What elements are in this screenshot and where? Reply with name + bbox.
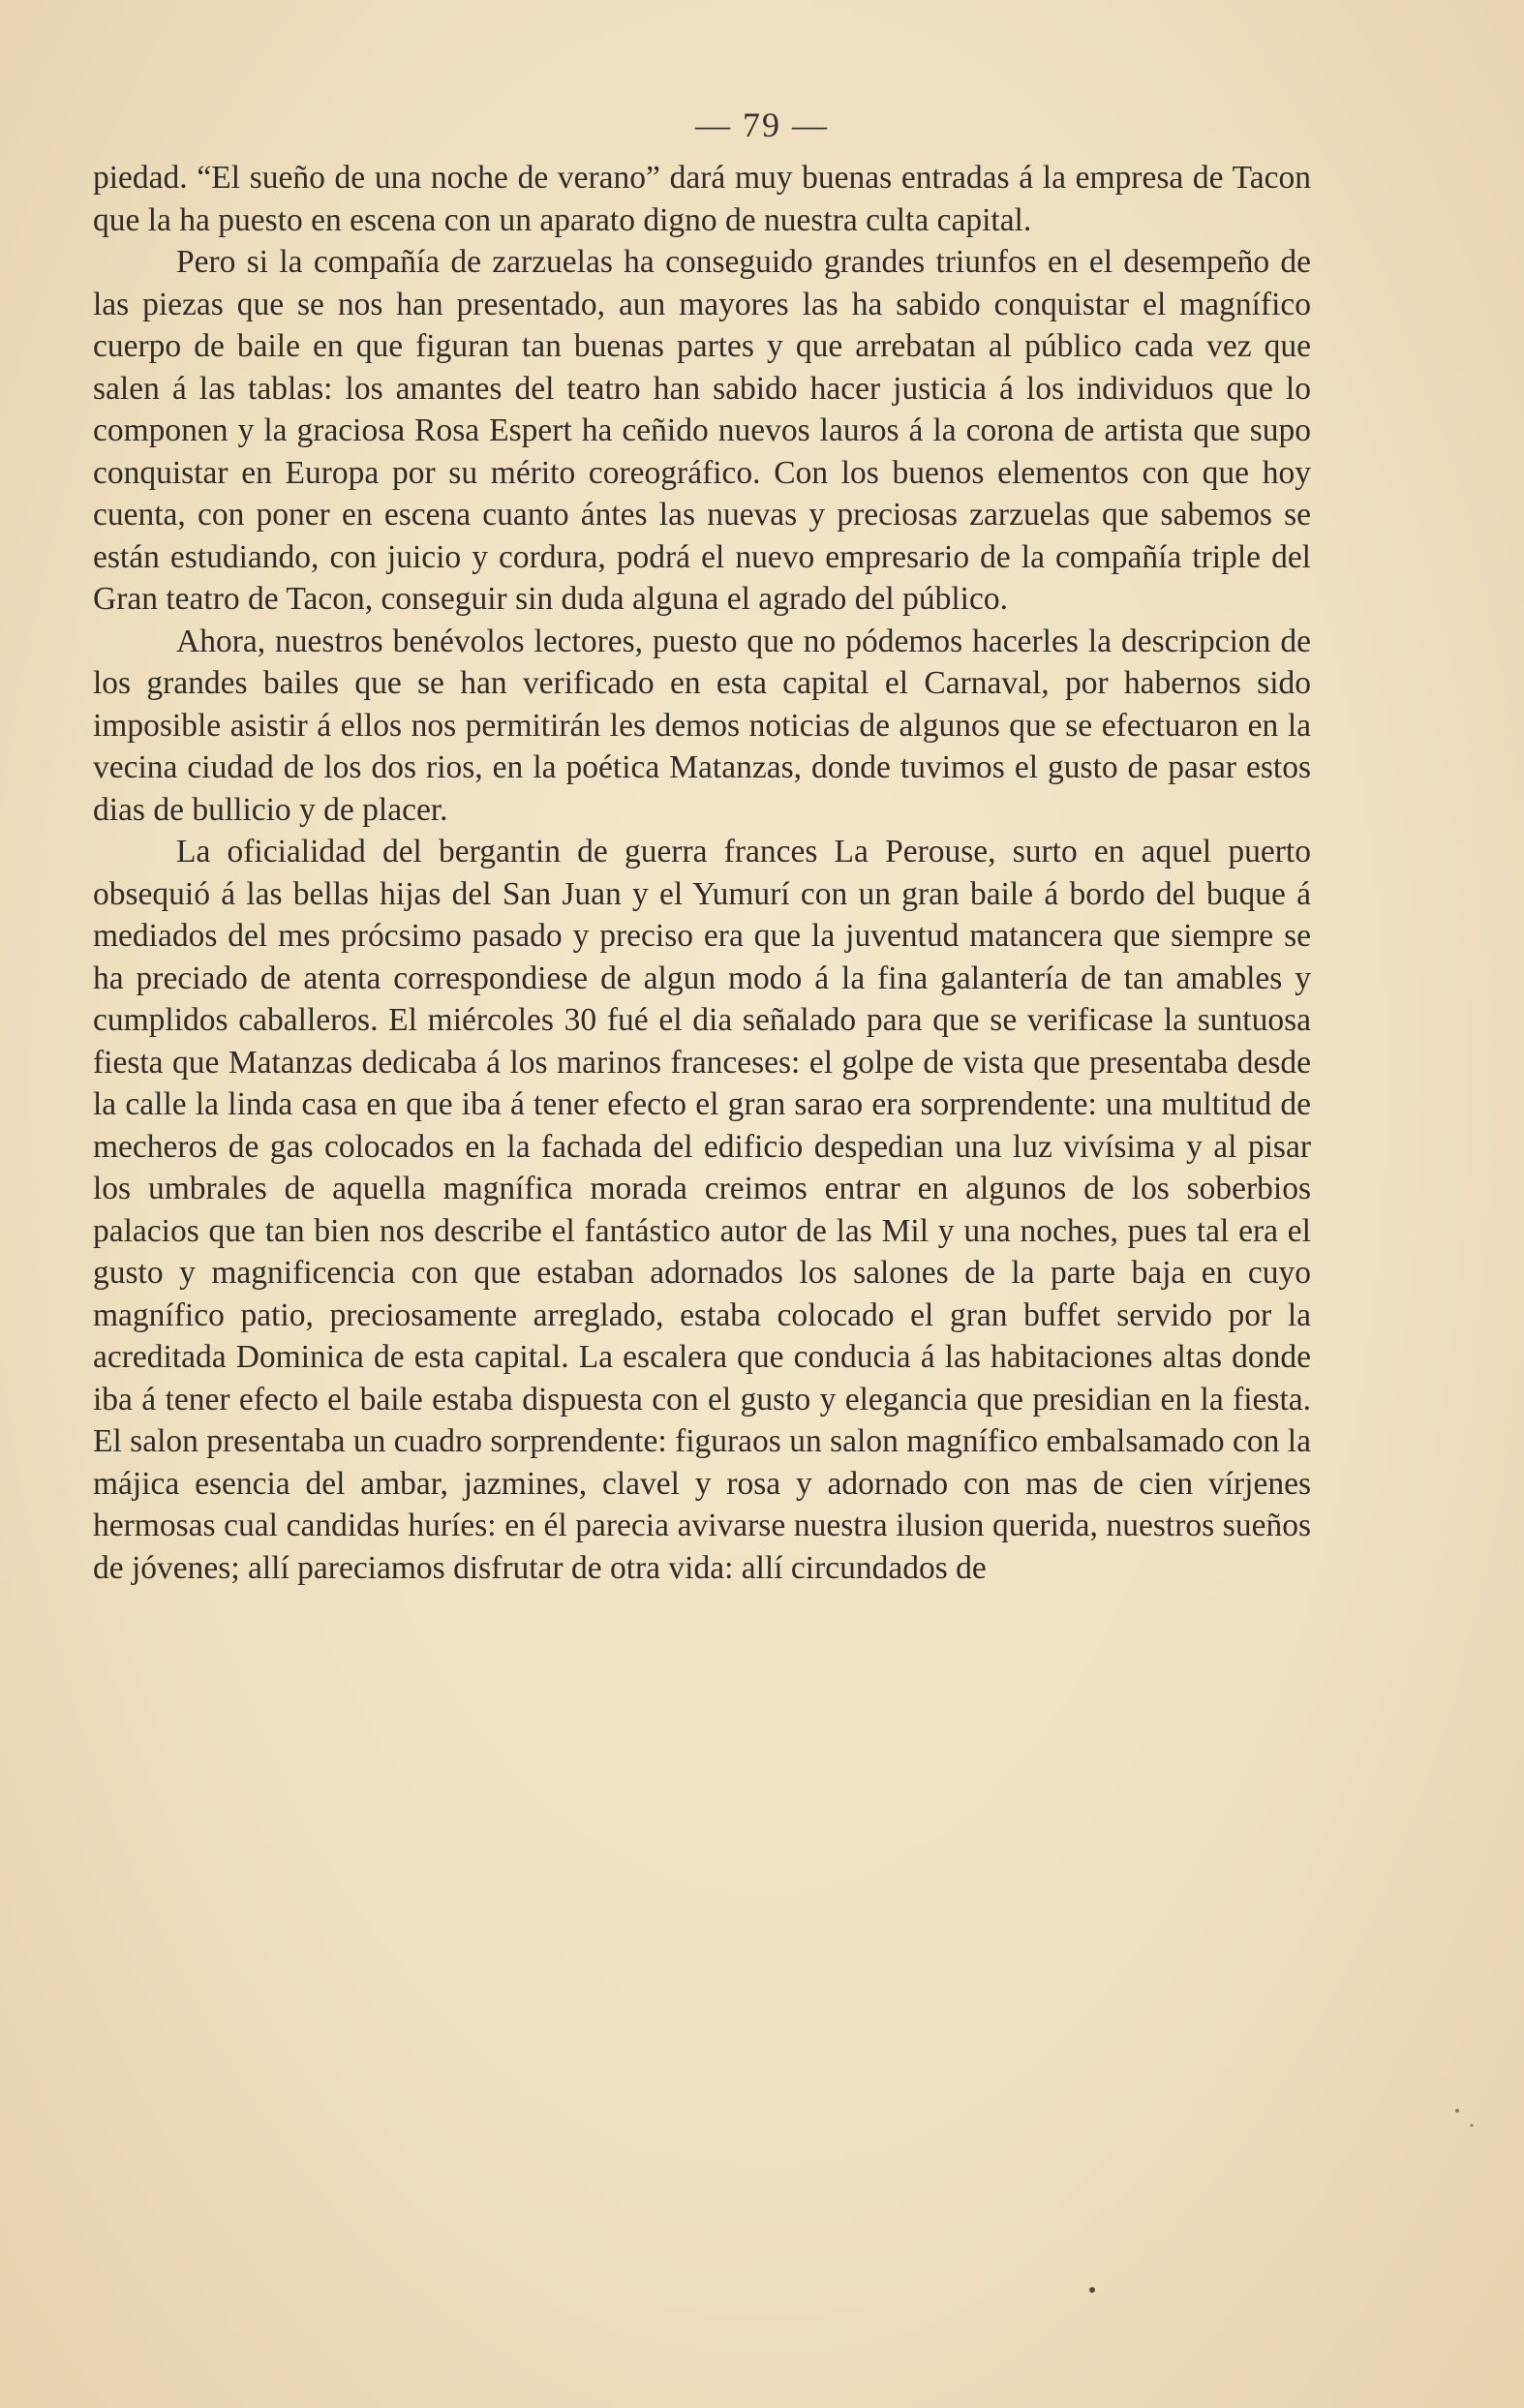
- ink-speck: [1455, 2109, 1459, 2113]
- paragraph-3: Ahora, nuestros benévolos lectores, puesto que no pódemos hacerles la descripcion de los grandes bailes que se han verificado en esta capital el Carnaval, por habernos sido imposible asistir á ellos nos permitirán les demos noticias de algunos que se efectuaron en la vecina ciudad de los dos rios, en la poética Matanzas, donde tuvimos el gusto de pasar estos dias de bullicio y de placer.: [93, 623, 1311, 828]
- ink-speck: [1089, 2287, 1095, 2293]
- paragraph-2: Pero si la compañía de zarzuelas ha conseguido grandes triunfos en el desempeño de las piezas que se nos han presentado, aun mayores las ha sabido conquistar el magnífico cuerpo de baile en que figuran tan buenas partes y que arrebatan al público cada vez que salen á las tablas: los amantes del teatro han sabido hacer justicia á los individuos que lo componen y la graciosa Rosa Espert ha ceñido nuevos lauros á la corona de artista que supo conquistar en Europa por su mérito coreográfico. Con los buenos elementos con que hoy cuenta, con poner en escena cuanto ántes las nuevas y preciosas zarzuelas que sabemos se están estudiando, con juicio y cordura, podrá el nuevo empresario de la compañía triple del Gran teatro de Tacon, conseguir sin duda alguna el agrado del público.: [93, 244, 1311, 617]
- ink-speck: [1471, 2124, 1474, 2127]
- paragraph-1: piedad. “El sueño de una noche de verano” dará muy buenas entradas á la empresa de Tacon que la ha puesto en escena con un aparato digno de nuestra culta capital.: [93, 160, 1311, 238]
- page-number: — 79 —: [695, 106, 829, 144]
- paragraph-4: La oficialidad del bergantin de guerra frances La Perouse, surto en aquel puerto obsequió á las bellas hijas del San Juan y el Yumurí con un gran baile á bordo del buque á mediados del mes prócsimo pasado y preciso era que la juventud matancera que siempre se ha preciado de atenta correspondiese de algun modo á la fina galantería de tan amables y cumplidos caballeros. El miércoles 30 fué el dia señalado para que se verificase la suntuosa fiesta que Matanzas dedicaba á los marinos franceses: el golpe de vista que presentaba desde la calle la linda casa en que iba á tener efecto el gran sarao era sorprendente: una multitud de mecheros de gas colocados en la fachada del edificio despedian una luz vivísima y al pisar los umbrales de aquella magnífica morada creimos entrar en algunos de los soberbios palacios que tan bien nos describe el fantástico autor de las Mil y una noches, pues tal era el gusto y magnificencia con que estaban adornados los salones de la parte baja en cuyo magnífico patio, preciosamente arreglado, estaba colocado el gran buffet servido por la acreditada Dominica de esta capital. La escalera que conducia á las habitaciones altas donde iba á tener efecto el baile estaba dispuesta con el gusto y elegancia que presidian en la fiesta. El salon presentaba un cuadro sorprendente: figuraos un salon magnífico embalsamado con la májica esencia del ambar, jazmines, clavel y rosa y adornado con mas de cien vírjenes hermosas cual candidas huríes: en él parecia avivarse nuestra ilusion querida, nuestros sueños de jóvenes; allí pareciamos disfrutar de otra vida: allí circundados de: [93, 834, 1311, 1586]
- body-text: [93, 157, 1311, 1589]
